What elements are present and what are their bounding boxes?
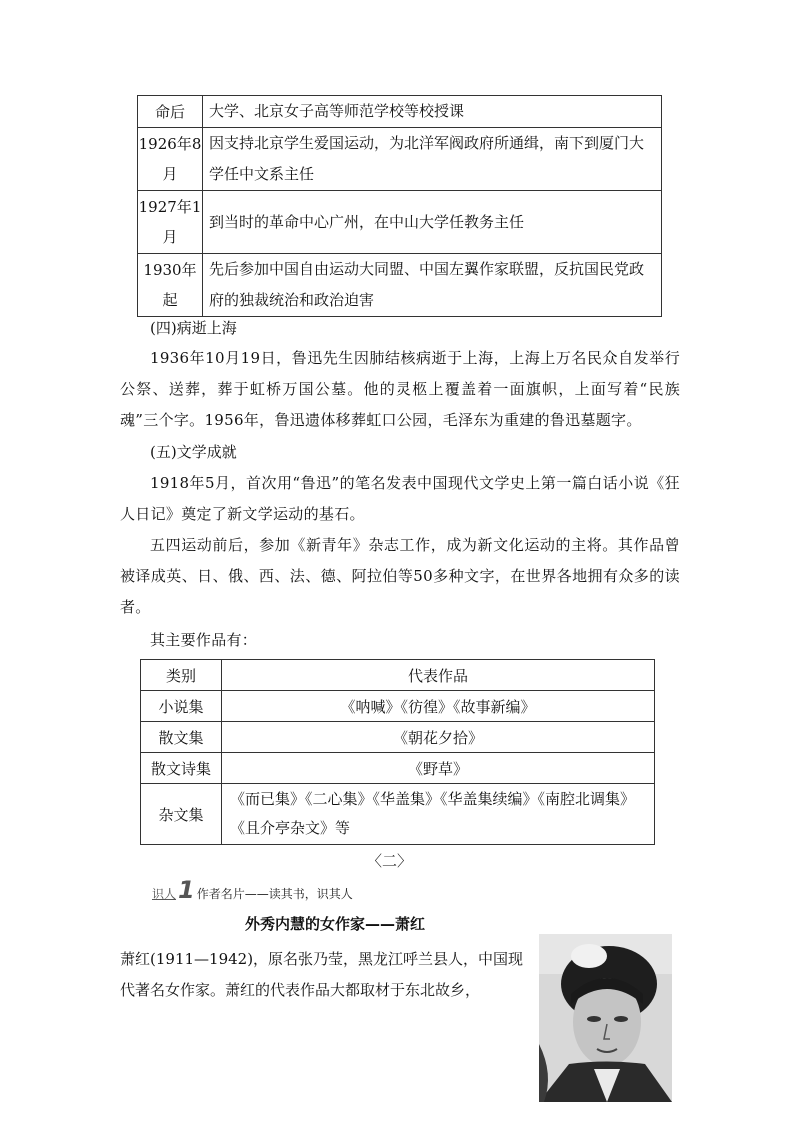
paragraph: 1918年5月，首次用“鲁迅”的笔名发表中国现代文学史上第一篇白话小说《狂人日记》奠定了新文学运动的基石。 bbox=[120, 474, 680, 523]
table-row bbox=[141, 722, 655, 753]
column-header: 类别 bbox=[141, 660, 222, 691]
timeline-table bbox=[137, 95, 662, 317]
banner-number: 1 bbox=[178, 876, 195, 904]
banner-tag: 识人 bbox=[152, 887, 177, 901]
table-row bbox=[138, 191, 662, 254]
table-row bbox=[141, 660, 655, 691]
works-table bbox=[140, 659, 655, 845]
paragraph: 其主要作品有： bbox=[150, 631, 258, 649]
timeline-year: 1927年1月 bbox=[138, 191, 203, 254]
timeline-desc: 因支持北京学生爱国运动，为北洋军阀政府所通缉，南下到厦门大学任中文系主任 bbox=[203, 128, 662, 191]
author-portrait bbox=[539, 934, 672, 1102]
work-category: 小说集 bbox=[141, 691, 222, 722]
timeline-year: 1926年8月 bbox=[138, 128, 203, 191]
work-category: 散文诗集 bbox=[141, 753, 222, 784]
timeline-desc: 大学、北京女子高等师范学校等校授课 bbox=[203, 96, 662, 128]
section-heading: (四)病逝上海 bbox=[150, 319, 237, 337]
work-titles: 《而已集》《二心集》《华盖集》《华盖集续编》《南腔北调集》《且介亭杂文》等 bbox=[222, 784, 655, 845]
table-row bbox=[138, 96, 662, 128]
section-heading: (五)文学成就 bbox=[150, 443, 237, 461]
timeline-desc: 先后参加中国自由运动大同盟、中国左翼作家联盟，反抗国民党政府的独裁统治和政治迫害 bbox=[203, 254, 662, 317]
part-marker: 〈二〉 bbox=[367, 852, 413, 870]
paragraph: 1936年10月19日，鲁迅先生因肺结核病逝于上海，上海上万名民众自发举行公祭、送葬，葬于虹桥万国公墓。他的灵柩上覆盖着一面旗帜，上面写着“民族魂”三个字。1956年，鲁迅遗体移葬虹口公园，毛泽东为重建的鲁迅墓题字。 bbox=[120, 349, 680, 429]
banner-subtitle: 作者名片——读其书，识其人 bbox=[196, 887, 353, 901]
work-titles: 《野草》 bbox=[222, 753, 655, 784]
table-row bbox=[138, 128, 662, 191]
work-category: 杂文集 bbox=[141, 784, 222, 845]
section-banner bbox=[152, 878, 353, 902]
work-titles: 《呐喊》《彷徨》《故事新编》 bbox=[222, 691, 655, 722]
bio-title: 外秀内慧的女作家——萧红 bbox=[245, 915, 426, 933]
table-row bbox=[141, 753, 655, 784]
table-row bbox=[141, 784, 655, 845]
paragraph: 五四运动前后，参加《新青年》杂志工作，成为新文化运动的主将。其作品曾被译成英、日、俄、西、法、德、阿拉伯等50多种文字，在世界各地拥有众多的读者。 bbox=[120, 536, 680, 616]
table-row bbox=[138, 254, 662, 317]
column-header: 代表作品 bbox=[222, 660, 655, 691]
timeline-year: 1930年起 bbox=[138, 254, 203, 317]
work-titles: 《朝花夕拾》 bbox=[222, 722, 655, 753]
timeline-desc: 到当时的革命中心广州，在中山大学任教务主任 bbox=[203, 191, 662, 254]
timeline-year: 命后 bbox=[138, 96, 203, 128]
work-category: 散文集 bbox=[141, 722, 222, 753]
bio-paragraph: 萧红(1911—1942)，原名张乃莹，黑龙江呼兰县人，中国现代著名女作家。萧红的代表作品大都取材于东北故乡， bbox=[120, 950, 524, 999]
table-row bbox=[141, 691, 655, 722]
